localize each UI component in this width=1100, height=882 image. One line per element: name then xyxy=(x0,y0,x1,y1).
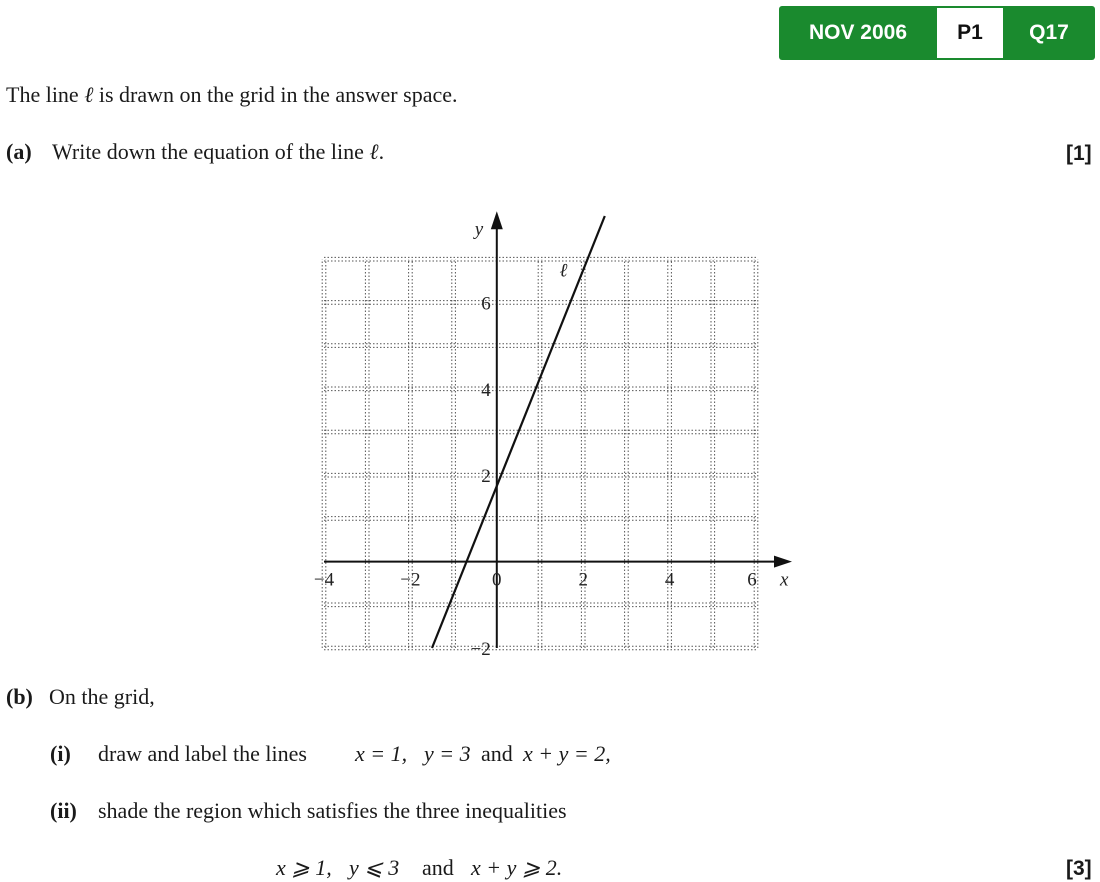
x-tick-label: −4 xyxy=(313,569,335,591)
y-tick-label: 4 xyxy=(481,379,491,401)
part-b-i-text: draw and label the lines xyxy=(98,741,307,766)
part-b-ii-label: (ii) xyxy=(50,798,77,823)
y-axis-arrow xyxy=(491,211,503,229)
part-b-text: On the grid, xyxy=(49,684,155,709)
x-axis-label: x xyxy=(780,569,789,591)
part-b-label: (b) xyxy=(6,684,33,709)
part-b-i-and: and xyxy=(481,741,513,766)
y-tick-label: 2 xyxy=(481,466,491,488)
part-b-ii-text: shade the region which satisfies the three inequalities xyxy=(98,798,567,823)
part-a-marks: [1] xyxy=(1066,142,1092,165)
part-a-label: (a) xyxy=(6,139,32,164)
part-b-ii-in3: x + y ⩾ 2. xyxy=(471,855,563,880)
intro-line-symbol: ℓ xyxy=(84,82,94,107)
line-l-label: ℓ xyxy=(559,260,568,282)
y-axis-label: y xyxy=(474,219,484,241)
part-a-end: . xyxy=(378,139,385,164)
x-tick-label: −2 xyxy=(400,569,421,591)
x-tick-label: 2 xyxy=(578,569,588,591)
part-a-line-symbol: ℓ xyxy=(369,139,379,164)
part-b-i-label: (i) xyxy=(50,741,71,766)
intro-before: The line xyxy=(6,82,85,107)
part-b-ii-in2: y ⩽ 3 xyxy=(349,855,400,880)
part-b-ii-in1: x ⩾ 1, xyxy=(276,855,332,880)
part-a-question: Write down the equation of the line xyxy=(52,139,370,164)
part-b-marks: [3] xyxy=(1066,857,1092,880)
x-tick-label: 6 xyxy=(747,569,757,591)
y-tick-label: −2 xyxy=(470,639,491,660)
part-b-i-eq1: x = 1, xyxy=(355,741,408,766)
y-tick-label: 6 xyxy=(481,293,491,315)
badge-session: NOV 2006 xyxy=(808,21,908,44)
grid-lines xyxy=(322,257,758,649)
part-b-i-eq2: y = 3 xyxy=(424,741,471,766)
part-b-ii-and: and xyxy=(422,855,454,880)
intro-after: is drawn on the grid in the answer space. xyxy=(93,82,458,107)
badge-question: Q17 xyxy=(1029,21,1069,44)
badge-paper: P1 xyxy=(937,8,1003,58)
x-tick-label: 4 xyxy=(664,569,675,591)
x-tick-label: 0 xyxy=(492,569,502,591)
x-axis-arrow xyxy=(774,556,792,568)
part-b-i-eq3: x + y = 2, xyxy=(523,741,611,766)
